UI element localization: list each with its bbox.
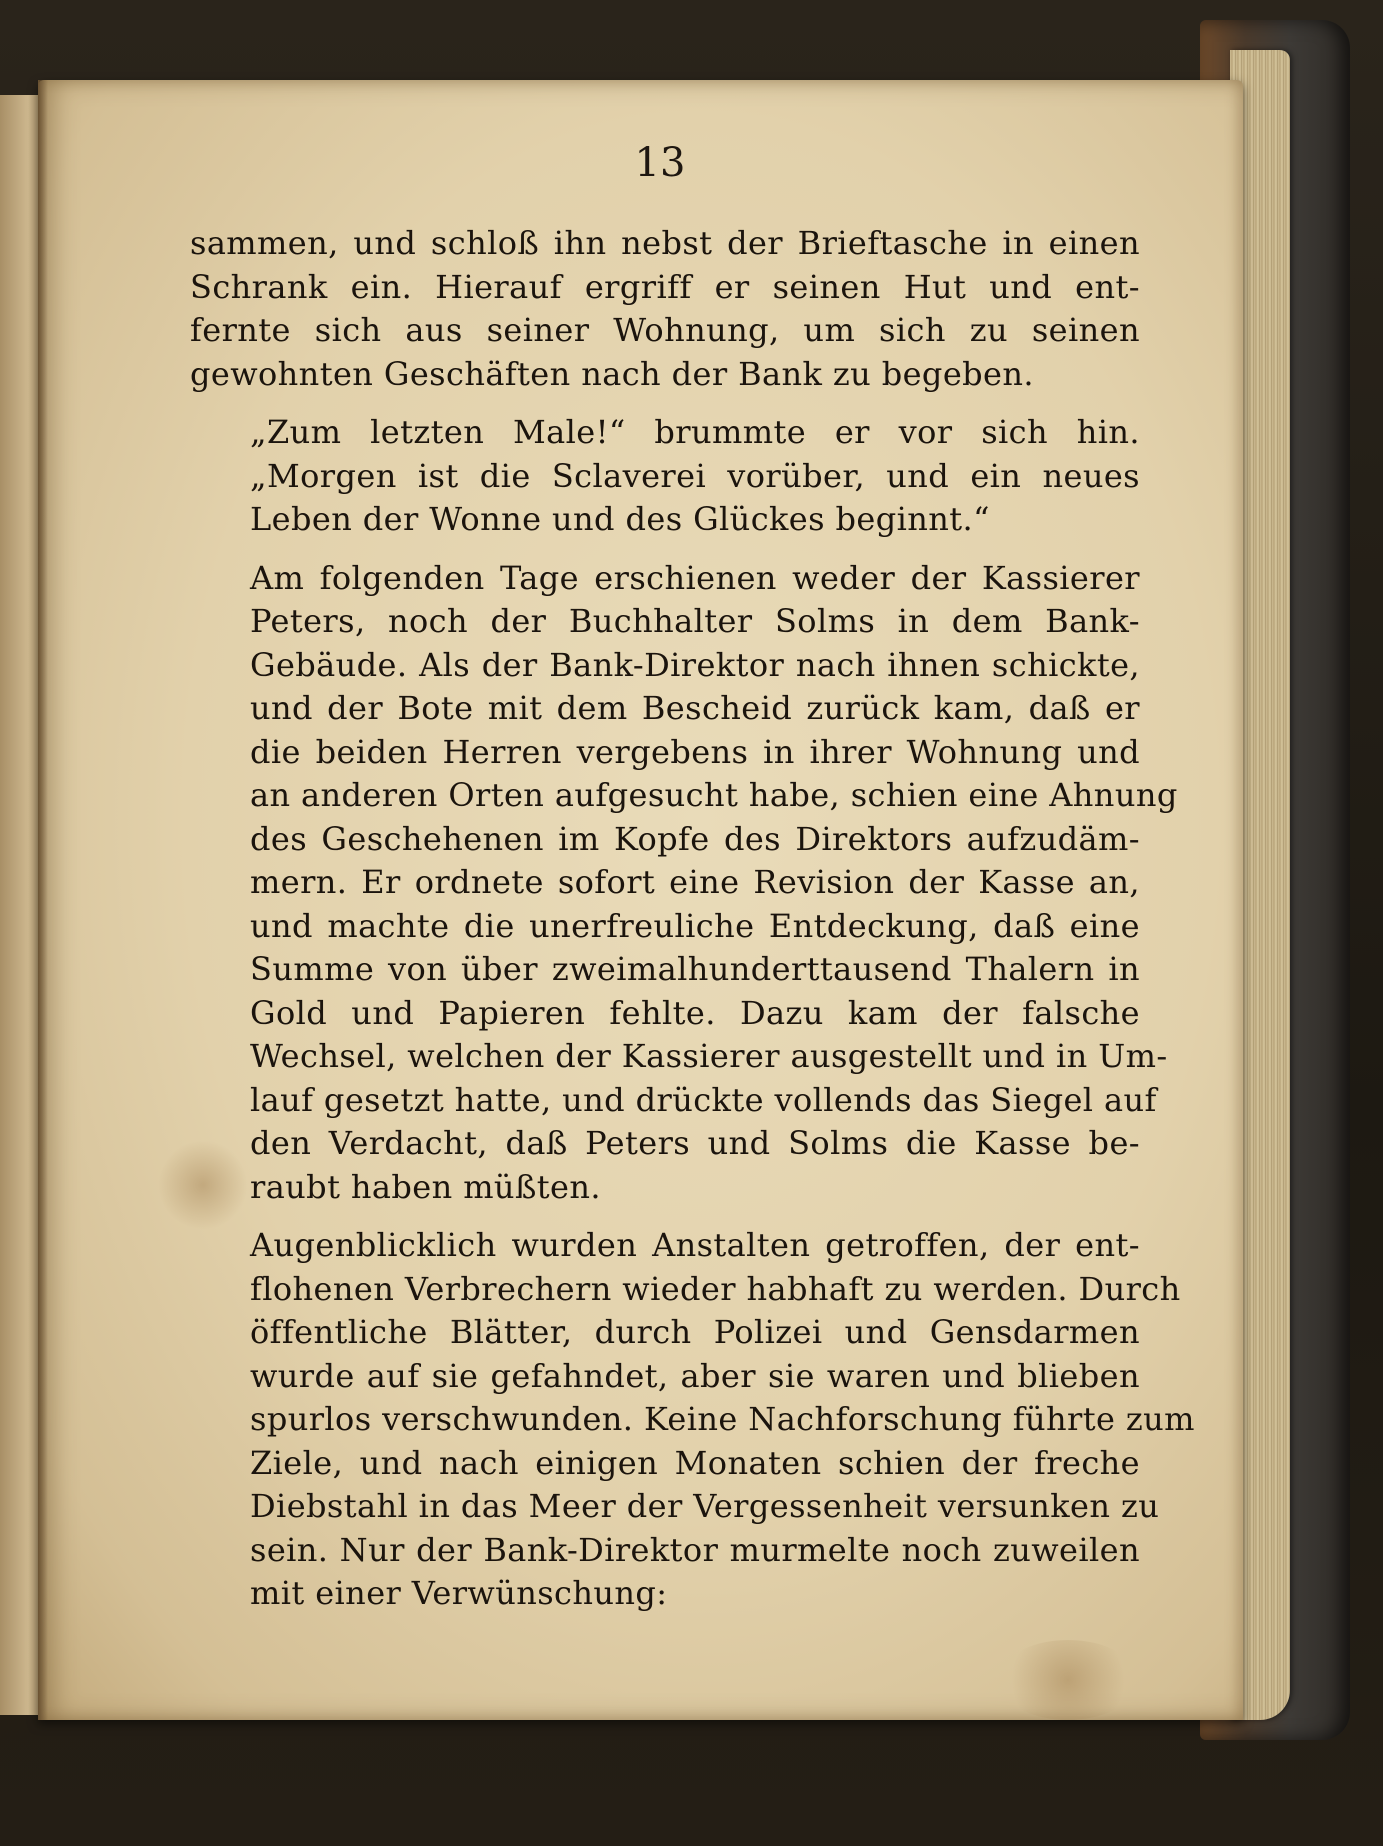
text-line: fernte sich aus seiner Wohnung, um sich zu seinen — [190, 311, 1140, 349]
page-number: 13 — [634, 140, 686, 186]
text-line: Augenblicklich wurden Anstalten getroffen, der ent- — [250, 1226, 1140, 1264]
text-line: Gold und Papieren fehlte. Dazu kam der falsche — [250, 993, 1140, 1032]
text-line: Am folgenden Tage erschienen weder der Kassierer — [250, 558, 1140, 597]
page-gutter-shadow — [38, 80, 48, 1720]
paragraph — [190, 1224, 1195, 1616]
text-line: flohenen Verbrechern wieder habhaft zu werden. Durch — [250, 1269, 1181, 1308]
left-page-edge — [0, 95, 40, 1715]
text-line: und der Bote mit dem Bescheid zurück kam, daß er — [250, 689, 1140, 727]
text-line: mit einer Verwünschung: — [250, 1574, 668, 1612]
text-line: Wechsel, welchen der Kassierer ausgestellt und in Um- — [250, 1037, 1168, 1075]
text-line: lauf gesetzt hatte, und drückte vollends das Siegel auf — [250, 1080, 1157, 1119]
text-line: „Morgen ist die Sclaverei vorüber, und ein neues — [250, 456, 1140, 495]
text-line: Schrank ein. Hierauf ergriff er seinen Hut und ent- — [190, 267, 1140, 306]
text-line: Summe von über zweimalhunderttausend Thalern in — [250, 950, 1140, 988]
text-line: die beiden Herren vergebens in ihrer Wohnung und — [250, 732, 1140, 771]
text-line: wurde auf sie gefahndet, aber sie waren und blieben — [250, 1356, 1140, 1395]
text-line: Peters, noch der Buchhalter Solms in dem Bank- — [250, 602, 1140, 640]
text-line: an anderen Orten aufgesucht habe, schien eine Ahnung — [250, 776, 1178, 814]
text-line: Ziele, und nach einigen Monaten schien der freche — [250, 1443, 1140, 1482]
paragraph — [190, 557, 1178, 1210]
text-line: mern. Er ordnete sofort eine Revision der Kasse an, — [250, 863, 1140, 901]
text-line: und machte die unerfreuliche Entdeckung, daß eine — [250, 906, 1140, 945]
text-line: Gebäude. Als der Bank-Direktor nach ihnen schickte, — [250, 645, 1140, 684]
paper-stain — [998, 1640, 1138, 1720]
text-line: Diebstahl in das Meer der Vergessenheit versunken zu — [250, 1487, 1160, 1525]
text-line: des Geschehenen im Kopfe des Direktors aufzudäm- — [250, 819, 1140, 858]
text-line: „Zum letzten Male!“ brummte er vor sich hin. — [250, 413, 1140, 451]
text-line: spurlos verschwunden. Keine Nachforschung führte zum — [250, 1400, 1195, 1438]
paragraph — [190, 411, 1140, 542]
text-line: gewohnten Geschäften nach der Bank zu begeben. — [190, 354, 1034, 393]
paragraph — [190, 222, 1140, 396]
text-line: öffentliche Blätter, durch Polizei und Gensdarmen — [250, 1313, 1140, 1351]
text-line: Leben der Wonne und des Glückes beginnt.“ — [250, 500, 990, 538]
text-line: sammen, und schloß ihn nebst der Brieftasche in einen — [190, 224, 1140, 262]
text-line: raubt haben müßten. — [250, 1167, 601, 1206]
page-text — [190, 222, 1195, 1616]
text-line: den Verdacht, daß Peters und Solms die Kasse be- — [250, 1124, 1140, 1162]
text-line: sein. Nur der Bank-Direktor murmelte noch zuweilen — [250, 1530, 1140, 1569]
